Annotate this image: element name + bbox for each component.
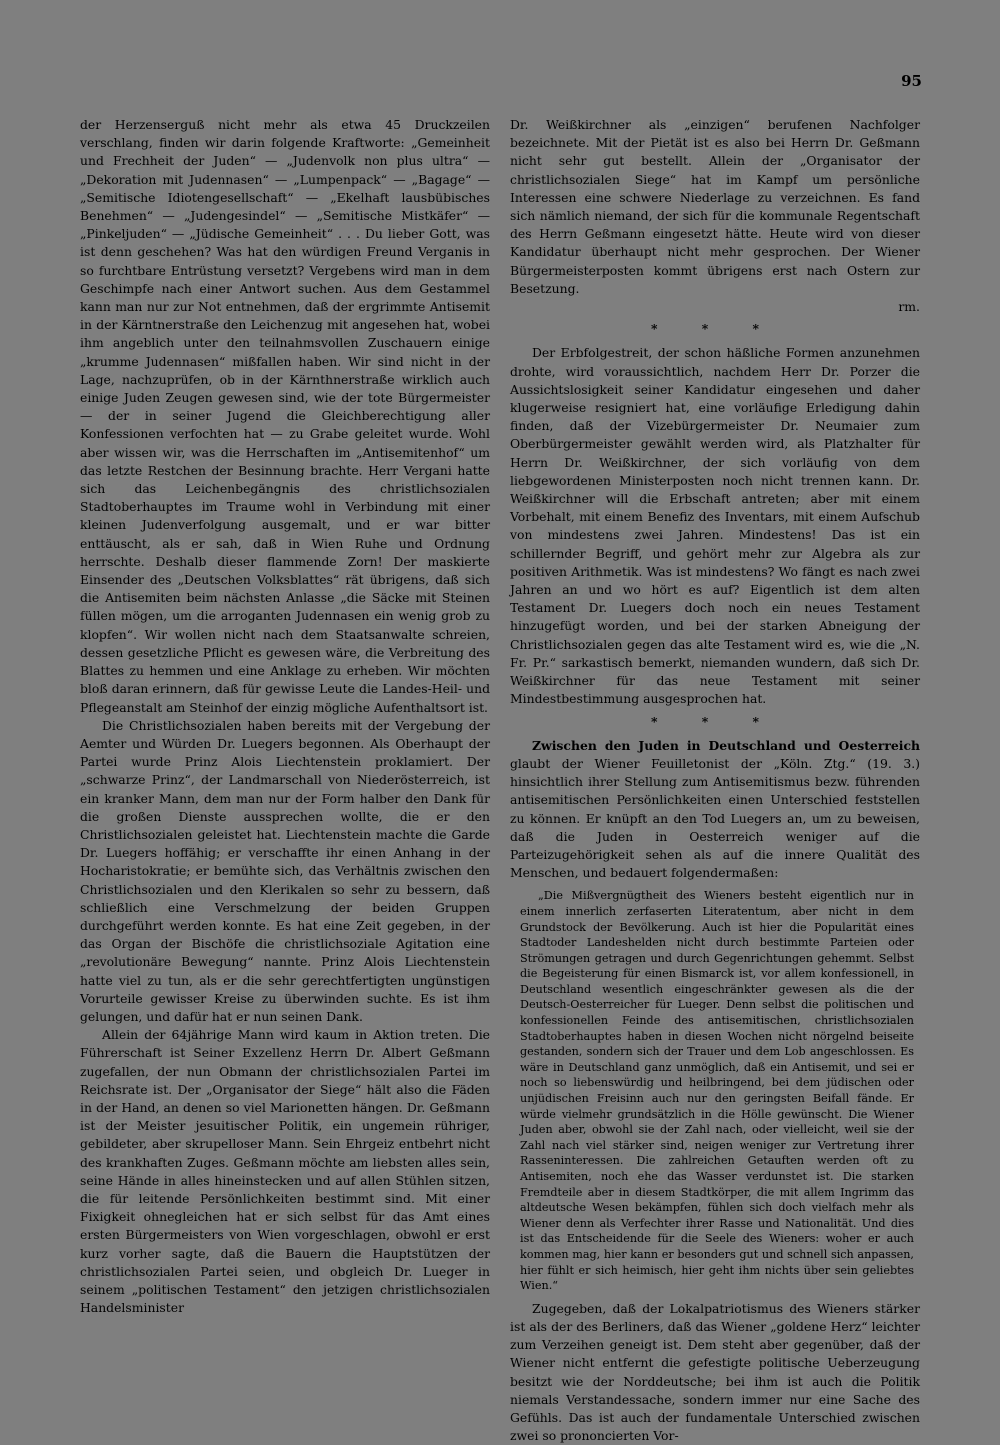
paragraph: Die Christlichsozialen haben bereits mit der Vergebung der Aemter und Würden Dr. Luegers begonnen. Als Oberhaupt der Partei wurde Prinz Alois Liechtenstein proklamiert. Der „schwarze Prinz“, der Landmarschall von Niederösterreich, ist ein kranker Mann, dem man nur der Form halber den Dank für die großen Dienste aussprechen wollte, die er den Christlichsozialen geleistet hat. Liechtenstein machte die Garde Dr. Luegers hoffähig; er verschaffte ihr einen Anhang in der Hocharistokratie; er bemühte sich, das Verhältnis zwischen den Christlichsozialen und den Klerikalen so sehr zu bessern, daß schließlich eine Verschmelzung der beiden Gruppen durchgeführt werden konnte. Es hat eine Zeit gegeben, in der das Organ der Bischöfe die christlichsoziale Agitation eine „revolutionäre Bewegung“ nannte. Prinz Alois Liechtenstein hatte viel zu tun, als er die sehr gerechtfertigten ungünstigen Vorurteile gewisser Kreise zu überwinden suchte. Es ist ihm gelungen, und dafür hat er nun seinen Dank. bbox=[80, 717, 490, 1024]
right-column bbox=[510, 116, 920, 1445]
section-separator: * * * bbox=[650, 321, 780, 337]
run-in-heading: Zwischen den Juden in Deutschland und Oesterreich bbox=[532, 737, 920, 753]
paragraph: Zugegeben, daß der Lokalpatriotismus des Wieners stärker ist als der des Berliners, daß das Wiener „goldene Herz“ leichter zum Verzeihen geneigt ist. Dem steht aber gegenüber, daß der Wiener nicht entfernt die gefestigte politische Ueberzeugung besitzt wie der Norddeutsche; bei ihm ist auch die Politik niemals Verstandessache, sondern immer nur eine Sache des Gefühls. Das ist auch der fundamentale Unterschied zwischen zwei so prononcierten Vor- bbox=[510, 1300, 920, 1444]
left-column bbox=[80, 116, 490, 1317]
author-signature: rm. bbox=[898, 299, 920, 315]
section-separator: * * * bbox=[650, 713, 780, 729]
block-quote: „Die Mißvergnügtheit des Wieners besteht eigentlich nur in einem innerlich zerfaserten Literatentum, aber nicht in dem Grundstock der Bevölkerung. Auch ist hier die Popularität eines Stadtoder Landeshelden nicht durch bestimmte Parteien oder Strömungen getragen und durch Gegenrichtungen gehemmt. Selbst die Begeisterung für einen Bismarck ist, vor allem konfessionell, in Deutschland wesentlich eingeschränkter gewesen als die der Deutsch-Oesterreicher für Lueger. Denn selbst die politischen und konfessionellen Feinde des antisemitischen, christlichsozialen Stadtoberhauptes haben in diesen Wochen nicht nörgelnd beiseite gestanden, sondern sich der Trauer und dem Lob angeschlossen. Es wäre in Deutschland ganz unmöglich, daß ein Antisemit, und sei er noch so liebenswürdig und heilbringend, bei dem jüdischen oder unjüdischen Freisinn auch nur den geringsten Beifall fände. Er würde vielmehr grundsätzlich in die Hölle gewünscht. Die Wiener Juden aber, obwohl sie der Zahl nach, oder vielleicht, weil sie der Zahl nach viel stärker sind, neigen weniger zur Vertretung ihrer Rasseninteressen. Die zahlreichen Getauften werden oft zu Antisemiten, noch ehe das Wasser verdunstet ist. Die starken Fremdteile aber in diesem Stadtkörper, die mit allem Ingrimm das altdeutsche Wesen bekämpfen, fühlen sich doch vielfach mehr als Wiener denn als Verfechter ihrer Rasse und Nationalität. Und dies ist das Entscheidende für die Seele des Wieners: woher er auch kommen mag, hier kann er besonders gut und schnell sich anpassen, hier fühlt er sich heimisch, hier geht ihm nichts über sein geliebtes Wien.“ bbox=[520, 889, 914, 1293]
paragraph: Dr. Weißkirchner als „einzigen“ berufenen Nachfolger bezeichnete. Mit der Pietät ist es also bei Herrn Dr. Geßmann nicht sehr gut bestellt. Allein der „Organisator der christlichsozialen Siege“ hat im Kampf um persönliche Interessen eine schwere Niederlage zu verzeichnen. Es fand sich nämlich niemand, der sich für die kommunale Regentschaft des Herrn Geßmann eingesetzt hätte. Heute wird von dieser Kandidatur überhaupt nicht mehr gesprochen. Der Wiener Bürgermeisterposten kommt übrigens erst nach Ostern zur Besetzung. bbox=[510, 117, 920, 296]
paragraph: der Herzenserguß nicht mehr als etwa 45 Druckzeilen verschlang, finden wir darin folgende Kraftworte: „Gemeinheit und Frechheit der Juden“ — „Judenvolk non plus ultra“ — „Dekoration mit Judennasen“ — „Lumpenpack“ — „Bagage“ — „Semitische Idiotengesellschaft“ — „Ekelhaft lausbübisches Benehmen“ — „Judengesindel“ — „Semitische Mistkäfer“ — „Pinkeljuden“ — „Jüdische Gemeinheit“ . . . Du lieber Gott, was ist denn geschehen? Was hat den würdigen Freund Verganis in so furchtbare Entrüstung versetzt? Vergebens wird man in dem Geschimpfe nach einer Antwort suchen. Aus dem Gestammel kann man nur zur Not entnehmen, daß der ergrimmte Antisemit in der Kärntnerstraße den Leichenzug mit angesehen hat, wobei ihm angeblich unter den teilnahmsvollen Zuschauern einige „krumme Judennasen“ mißfallen haben. Wir sind nicht in der Lage, nachzuprüfen, ob in der Kärnthnerstraße wirklich auch einige Juden Zeugen gewesen sind, wie der tote Bürgermeister — der in seiner Jugend die Gleichberechtigung aller Konfessionen verfochten hat — zu Grabe geleitet wurde. Wohl aber wissen wir, was die Herrschaften im „Antisemitenhof“ um das letzte Restchen der Besinnung brachte. Herr Vergani hatte sich das Leichenbegängnis des christlichsozialen Stadtoberhauptes im Traume wohl in Verbindung mit einer kleinen Judenverfolgung ausgemalt, und er war bitter enttäuscht, als er sah, daß in Wien Ruhe und Ordnung herrschte. Deshalb dieser flammende Zorn! Der maskierte Einsender des „Deutschen Volksblattes“ rät übrigens, daß sich die Antisemiten beim nächsten Anlasse „die Säcke mit Steinen füllen mögen, um die arroganten Judennasen ein wenig grob zu klopfen“. Wir wollen nicht nach dem Staatsanwalte schreien, dessen gesetzliche Pflicht es gewesen wäre, die Verbreitung des Blattes zu hemmen und eine Anklage zu erheben. Wir möchten bloß daran erinnern, daß für gewisse Leute die Landes-Heil- und Pflegeanstalt am Steinhof der einzig mögliche Aufenthaltsort ist. bbox=[80, 117, 490, 715]
page-number: 95 bbox=[901, 72, 922, 90]
paragraph bbox=[510, 737, 920, 883]
paragraph: Allein der 64jährige Mann wird kaum in Aktion treten. Die Führerschaft ist Seiner Exzellenz Herrn Dr. Albert Geßmann zugefallen, der nun Obmann der christlichsozialen Partei im Reichsrate ist. Der „Organisator der Siege“ hält also die Fäden in der Hand, an denen so viel Marionetten hängen. Dr. Geßmann ist der Meister jesuitischer Politik, ein ungemein rühriger, gebildeter, aber skrupelloser Mann. Sein Ehrgeiz entbehrt nicht des krankhaften Zuges. Geßmann möchte am liebsten alles sein, seine Hände in alles hineinstecken und auf allen Stühlen sitzen, die für leitende Persönlichkeiten bestimmt sind. Mit einer Fixigkeit ohnegleichen hat er sich selbst für das Amt eines ersten Bürgermeisters von Wien vorgeschlagen, obwohl er erst kurz vorher sagte, daß die Bauern die Hauptstützen der christlichsozialen Partei seien, und obgleich Dr. Lueger in seinem „politischen Testament“ den jetzigen christlichsozialen Handelsminister bbox=[80, 1027, 490, 1316]
paragraph: Der Erbfolgestreit, der schon häßliche Formen anzunehmen drohte, wird voraussichtlich, nachdem Herr Dr. Porzer die Aussichtslosigkeit seiner Kandidatur eingesehen und daher klugerweise resigniert hat, eine vorläufige Erledigung dahin finden, daß der Vizebürgermeister Dr. Neumaier zum Oberbürgermeister gewählt werden wird, als Platzhalter für Herrn Dr. Weißkirchner, der sich vorläufig von dem liebgewordenen Ministerposten noch nicht trennen kann. Dr. Weißkirchner will die Erbschaft antreten; aber mit einem Vorbehalt, mit einem Benefiz des Inventars, mit einem Aufschub von mindestens zwei Jahren. Mindestens! Das ist ein schillernder Begriff, und gehört mehr zur Algebra als zur positiven Arithmetik. Was ist mindestens? Wo fängt es nach zwei Jahren an und wo hört es auf? Eigentlich ist dem alten Testament Dr. Luegers doch noch ein neues Testament hinzugefügt worden, und bei der starken Abneigung der Christlichsozialen gegen das alte Testament wird es, wie die „N. Fr. Pr.“ sarkastisch bemerkt, niemanden wundern, daß sich Dr. Weißkirchner für das neue Testament mit seiner Mindestbestimmung ausgesprochen hat. bbox=[510, 345, 920, 707]
paragraph-body: glaubt der Wiener Feuilletonist der „Köln. Ztg.“ (19. 3.) hinsichtlich ihrer Stellung zum Antisemitismus bezw. führenden antisemitischen Persönlichkeiten einen Unterschied feststellen zu können. Er knüpft an den Tod Luegers an, um zu beweisen, daß die Juden in Oesterreich weniger auf die Parteizugehörigkeit sehen als auf die innere Qualität des Menschen, und bedauert folgendermaßen: bbox=[510, 755, 920, 881]
